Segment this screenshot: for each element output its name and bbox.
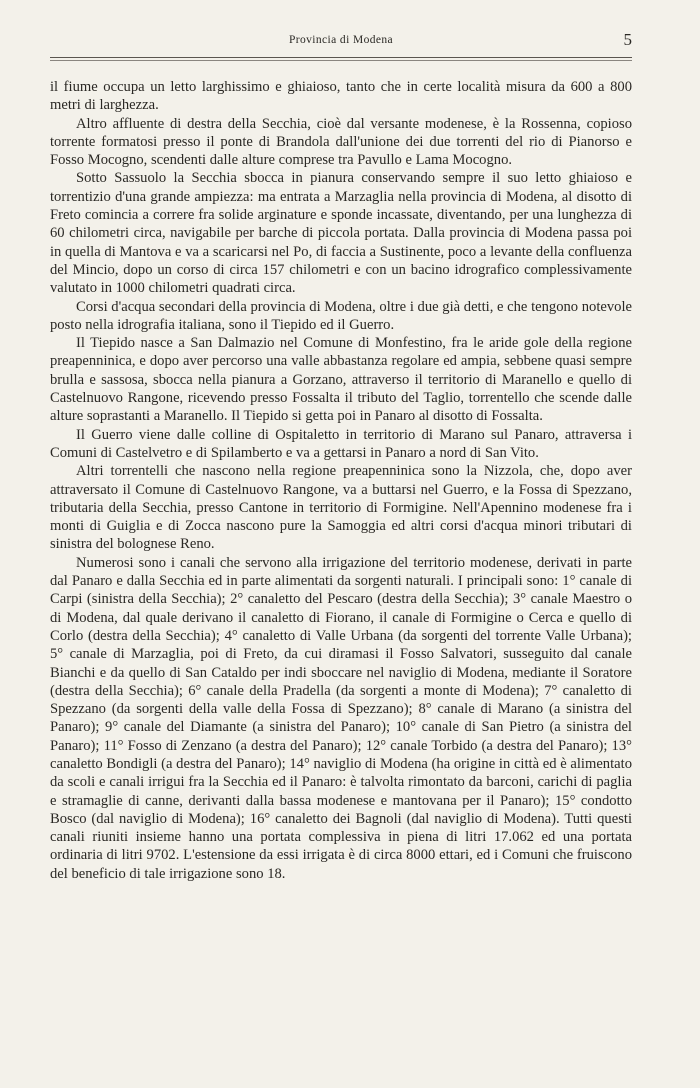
page-number: 5	[623, 30, 632, 49]
paragraph-tiepido: Il Tiepido nasce a San Dalmazio nel Comune di Monfestino, fra le aride gole della regione preapenninica, e dopo aver percorso una valle abbastanza regolare ed ampia, sebbene quasi sempre brulla e sassosa, sbocca nella pianura a Gorzano, attraverso il territorio di Maranello e quello di Castelnuovo Rangone, ricevendo presso Fossalta il tributo del Taglio, torrentello che scende dalle alture soprastanti a Maranello. Il Tiepido si getta poi in Panaro al disotto di Fossalta.	[50, 335, 632, 425]
paragraph-rossenna: Altro affluente di destra della Secchia, cioè dal versante modenese, è la Rossenna, copioso torrente formatosi presso il ponte di Brandola dall'unione dei due torrenti del rio di Pianorso e Fosso Mocogno, scendenti dalle alture comprese tra Pavullo e Lama Mocogno.	[50, 115, 632, 169]
page-header	[50, 30, 632, 54]
paragraph-other-torrents: Altri torrentelli che nascono nella regione preapenninica sono la Nizzola, che, dopo aver attraversato il Comune di Castelnuovo Rangone, va a buttarsi nel Guerro, e la Fossa di Spezzano, tributaria della Secchia, presso Cantone in territorio di Formigine. Nell'Apennino modenese fra i monti di Guiglia e di Zocca nascono pure la Samoggia ed altri corsi d'acqua minori tributari di sinistra del bolognese Reno.	[50, 463, 632, 553]
running-title: Provincia di Modena	[288, 34, 394, 46]
header-rule	[50, 57, 632, 58]
paragraph-canals: Numerosi sono i canali che servono alla irrigazione del territorio modenese, derivati in parte dal Panaro e dalla Secchia ed in parte alimentati da sorgenti naturali. I principali sono: 1° canale di Carpi (sinistra della Secchia); 2° canaletto del Pescaro (destra della Secchia); 3° canale Maestro o di Modena, dal quale derivano il canaletto di Fiorano, il canale di Formigine o Cerca e quello di Corlo (destra della Secchia); 4° canaletto di Valle Urbana (da sorgenti del torrente Valle Urbana); 5° canale di Marzaglia, poi di Freto, da cui diramasi il Fosso Salvatori, susseguito dal canale Bianchi e da quello di San Cataldo per indi sboccare nel naviglio di Modena, mediante il Soratore (destra della Secchia); 6° canale della Pradella (da sorgenti a monte di Modena); 7° canaletto di Spezzano (da sorgenti della valle della Fossa di Spezzano); 8° canale di Marano (a sinistra del Panaro); 9° canale del Diamante (a sinistra del Panaro); 10° canale di San Pietro (a sinistra del Panaro); 11° Fosso di Zenzano (a destra del Panaro); 12° canale Torbido (a destra del Panaro); 13° canaletto Bondigli (a destra del Panaro); 14° naviglio di Modena (ha origine in città ed è alimentato da scoli e canali irrigui fra la Secchia ed il Panaro: è talvolta rimontato da barconi, carichi di paglia e stramaglie di canne, derivanti dalla bassa modenese e mantovana per il Panaro); 15° condotto Bosco (dal naviglio di Modena); 16° canaletto dei Bagnoli (dal naviglio di Modena). Tutti questi canali riuniti insieme hanno una portata complessiva in piena di litri 17.062 ed una portata ordinaria di litri 9702. L'estensione da essi irrigata è di circa 8000 ettari, ed i Comuni che fruiscono del beneficio di tale irrigazione sono 18.	[50, 554, 632, 882]
paragraph-secondary-streams: Corsi d'acqua secondari della provincia di Modena, oltre i due già detti, e che tengono notevole posto nella idrografia italiana, sono il Tiepido ed il Guerro.	[50, 298, 632, 333]
paragraph-secchia-course: Sotto Sassuolo la Secchia sbocca in pianura conservando sempre il suo letto ghiaioso e torrentizio d'una grande ampiezza: ma entrata a Marzaglia nella provincia di Modena, al disotto di Freto comincia a correre fra solide arginature e sponde incassate, diventando, per una lunghezza di 60 chilometri circa, navigabile per barche di piccola portata. Dalla provincia di Modena passa poi in quella di Mantova e va a scaricarsi nel Po, di faccia a Sustinente, poco a levante della confluenza del Mincio, dopo un corso di circa 157 chilometri e con un bacino idrografico complessivamente valutato in 1000 chilometri quadrati circa.	[50, 170, 632, 297]
paragraph-guerro: Il Guerro viene dalle colline di Ospitaletto in territorio di Marano sul Panaro, attraversa i Comuni di Castelvetro e di Spilamberto e va a gettarsi in Panaro a nord di San Vito.	[50, 426, 632, 461]
paragraph-continued: il fiume occupa un letto larghissimo e ghiaioso, tanto che in certe località misura da 600 a 800 metri di larghezza.	[50, 79, 632, 114]
body-text	[50, 78, 632, 883]
header-rule-thin	[50, 60, 632, 61]
